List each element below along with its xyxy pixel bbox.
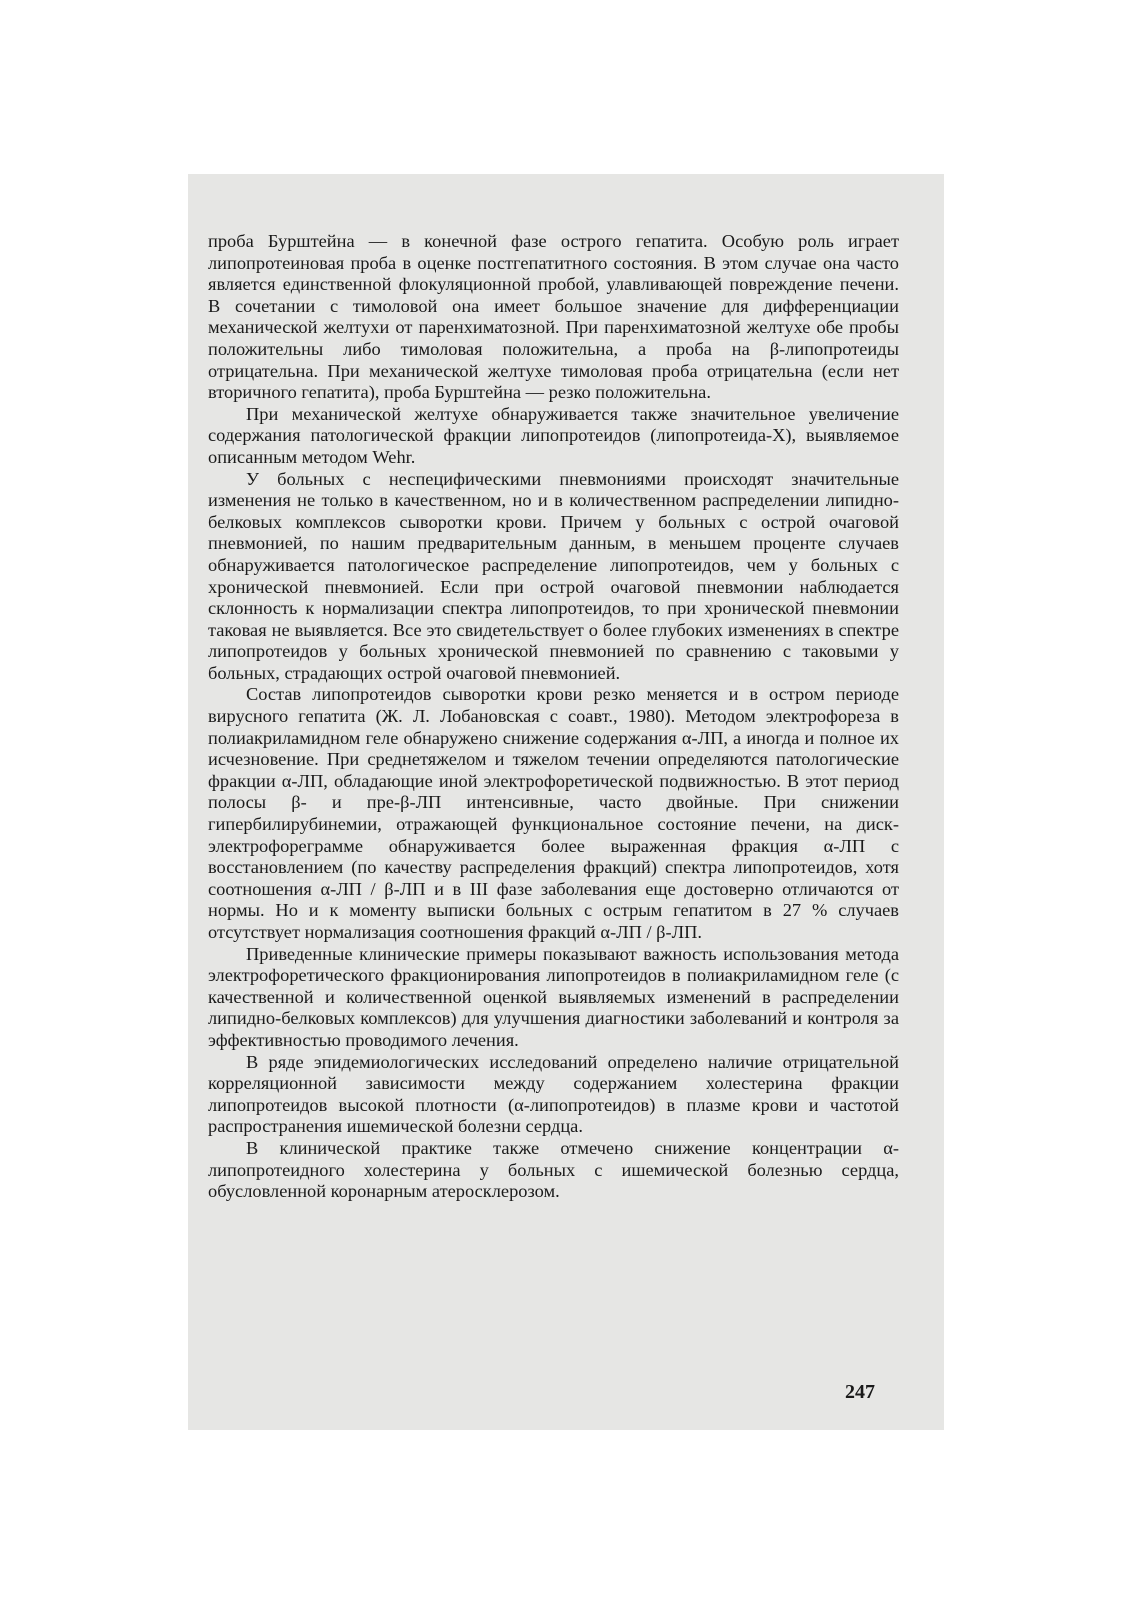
paragraph: В клинической практике также отмечено снижение концентрации α-липопротеидного холестерина у больных с ишемической болезнью сердца, обусловленной коронарным атеросклерозом. — [208, 1137, 899, 1202]
paragraph: У больных с неспецифическими пневмониями происходят значительные изменения не только в качественном, но и в количественном распределении липидно-белковых комплексов сыворотки крови. Причем у больных с острой очаговой пневмонией, по нашим предварительным данным, в меньшем проценте случаев обнаруживается патологическое распределение липопротеидов, чем у больных с хронической пневмонией. Если при острой очаговой пневмонии наблюдается склонность к нормализации спектра липопротеидов, то при хронической пневмонии таковая не выявляется. Все это свидетельствует о более глубоких изменениях в спектре липопротеидов у больных хронической пневмонией по сравнению с таковыми у больных, страдающих острой очаговой пневмонией. — [208, 468, 899, 683]
paragraph: Состав липопротеидов сыворотки крови резко меняется и в остром периоде вирусного гепатита (Ж. Л. Лобановская с соавт., 1980). Методом электрофореза в полиакриламидном геле обнаружено снижение содержания α-ЛП, а иногда и полное их исчезновение. При среднетяжелом и тяжелом течении определяются патологические фракции α-ЛП, обладающие иной электрофоретической подвижностью. В этот период полосы β- и пре-β-ЛП интенсивные, часто двойные. При снижении гипербилирубинемии, отражающей функциональное состояние печени, на диск-электрофореграмме обнаруживается более выраженная фракция α-ЛП с восстановлением (по качеству распределения фракций) спектра липопротеидов, хотя соотношения α-ЛП / β-ЛП и в III фазе заболевания еще достоверно отличаются от нормы. Но и к моменту выписки больных с острым гепатитом в 27 % случаев отсутствует нормализация соотношения фракций α-ЛП / β-ЛП. — [208, 684, 899, 942]
paragraph: При механической желтухе обнаруживается также значительное увеличение содержания патологической фракции липопротеидов (липопротеида-Х), выявляемое описанным методом Wehr. — [208, 403, 899, 467]
paragraph: В ряде эпидемиологических исследований определено наличие отрицательной корреляционной зависимости между содержанием холестерина фракции липопротеидов высокой плотности (α-липопротеидов) в плазме крови и частотой распространения ишемической болезни сердца. — [208, 1051, 899, 1137]
paragraph: проба Бурштейна — в конечной фазе острого гепатита. Особую роль играет липопротеиновая проба в оценке постгепатитного состояния. В этом случае она часто является единственной флокуляционной пробой, улавливающей повреждение печени. В сочетании с тимоловой она имеет большое значение для дифференциации механической желтухи от паренхиматозной. При паренхиматозной желтухе обе пробы положительны либо тимоловая положительна, а проба на β-липопротеиды отрицательна. При механической желтухе тимоловая проба отрицательна (если нет вторичного гепатита), проба Бурштейна — резко положительна. — [208, 231, 899, 403]
page-number: 247 — [845, 1381, 875, 1403]
paragraph: Приведенные клинические примеры показывают важность использования метода электрофоретического фракционирования липопротеидов в полиакриламидном геле (с качественной и количественной оценкой выявляемых изменений в распределении липидно-белковых комплексов) для улучшения диагностики заболеваний и контроля за эффективностью проводимого лечения. — [208, 943, 899, 1050]
body-text — [208, 231, 899, 1203]
